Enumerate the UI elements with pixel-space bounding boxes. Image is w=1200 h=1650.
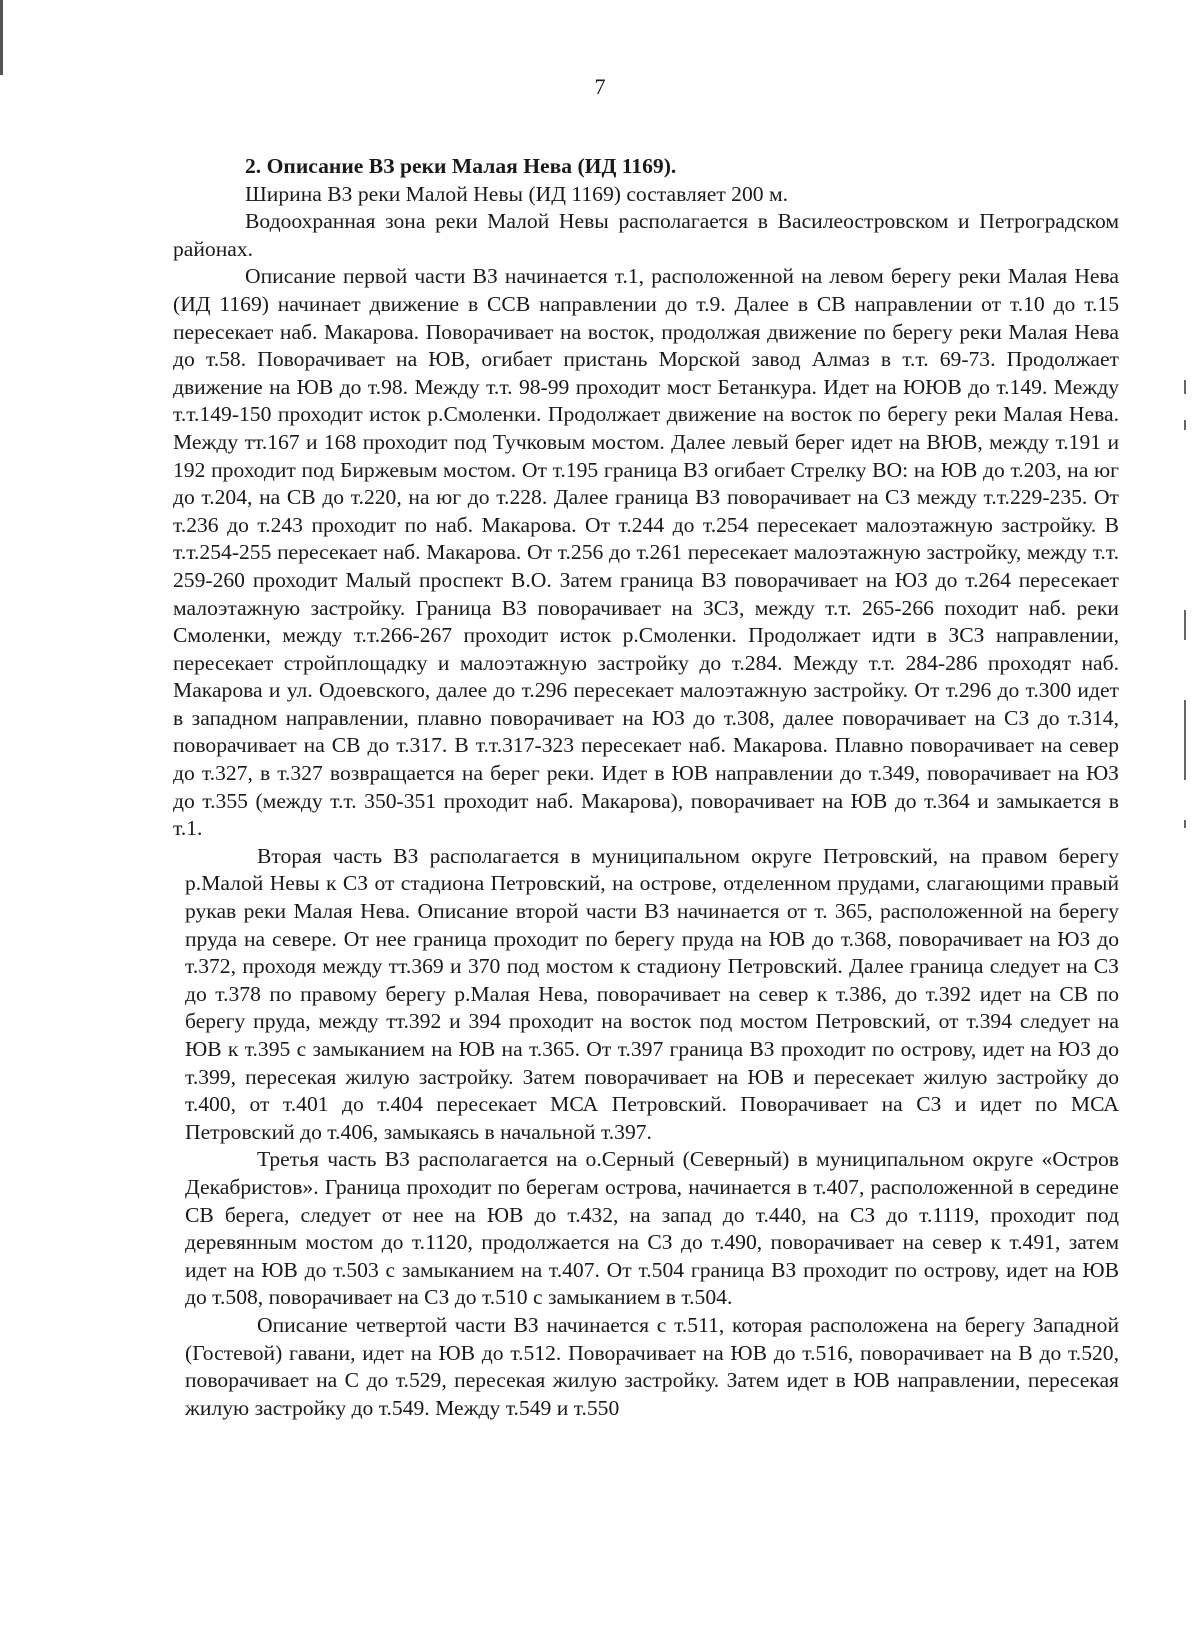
paragraph-part-one: Описание первой части ВЗ начинается т.1, расположенной на левом берегу реки Малая Нева (ИД 1169) начинает движение в ССВ направлении до т.9. Далее в СВ направлении от т.10 до т.15 пересекает наб. Макарова. Поворачивает на восток, продолжая движение по берегу реки Малая Нева до т.58. Поворачивает на ЮВ, огибает пристань Морской завод Алмаз в т.т. 69-73. Продолжает движение на ЮВ до т.98. Между т.т. 98-99 проходит мост Бетанкура. Идет на ЮЮВ до т.149. Между т.т.149-150 проходит исток р.Смоленки. Продолжает движение на восток по берегу реки Малая Нева. Между тт.167 и 168 проходит под Тучковым мостом. Далее левый берег идет на ВЮВ, между т.191 и 192 проходит под Биржевым мостом. От т.195 граница ВЗ огибает Стрелку ВО: на ЮВ до т.203, на юг до т.204, на СВ до т.220, на юг до т.228. Далее граница ВЗ поворачивает на СЗ между т.т.229-235. От т.236 до т.243 проходит по наб. Макарова. От т.244 до т.254 пересекает малоэтажную застройку. В т.т.254-255 пересекает наб. Макарова. От т.256 до т.261 пересекает малоэтажную застройку, между т.т. 259-260 проходит Малый проспект В.О. Затем граница ВЗ поворачивает на ЮЗ до т.264 пересекает малоэтажную застройку. Граница ВЗ поворачивает на ЗСЗ, между т.т. 265-266 походит наб. реки Смоленки, между т.т.266-267 проходит исток р.Смоленки. Продолжает идти в ЗСЗ направлении, пересекает стройплощадку и малоэтажную застройку до т.284. Между т.т. 284-286 проходят наб. Макарова и ул. Одоевского, далее до т.296 пересекает малоэтажную застройку. От т.296 до т.300 идет в западном направлении, плавно поворачивает на ЮЗ до т.308, далее поворачивает на СЗ до т.314, поворачивает на СВ до т.317. В т.т.317-323 пересекает наб. Макарова. Плавно поворачивает на север до т.327, в т.327 возвращается на берег реки. Идет в ЮВ направлении до т.349, поворачивает на ЮЗ до т.355 (между т.т. 350-351 проходит наб. Макарова), поворачивает на ЮВ до т.364 и замыкается в т.1. (173, 264, 1119, 841)
paragraph-part-two: Вторая часть ВЗ располагается в муниципальном округе Петровский, на правом берегу р.Малой Невы к СЗ от стадиона Петровский, на острове, отделенном прудами, слагающими правый рукав реки Малая Нева. Описание второй части ВЗ начинается от т. 365, расположенной на берегу пруда на севере. От нее граница проходит по берегу пруда на ЮВ до т.368, поворачивает на ЮЗ до т.372, проходя между тт.369 и 370 под мостом к стадиону Петровский. Далее граница следует на СЗ до т.378 по правому берегу р.Малая Нева, поворачивает на север к т.386, до т.392 идет на СВ по берегу пруда, между тт.392 и 394 проходит на восток под мостом Петровский, от т.394 следует на ЮВ к т.395 с замыканием на ЮВ на т.365. От т.397 граница ВЗ проходит по острову, идет на ЮЗ до т.399, пересекая жилую застройку. Затем поворачивает на ЮВ и пересекает жилую застройку до т.400, от т.401 до т.404 пересекает МСА Петровский. Поворачивает на СЗ и идет по МСА Петровский до т.406, замыкаясь в начальной т.397. (185, 843, 1119, 1144)
scan-edge-mark (0, 0, 3, 75)
section-heading: 2. Описание ВЗ реки Малая Нева (ИД 1169). (245, 154, 677, 178)
paragraph-part-three: Третья часть ВЗ располагается на о.Серный (Северный) в муниципальном округе «Остров Декабристов». Граница проходит по берегам острова, начинается в т.407, расположенной в середине СВ берега, следует от нее на ЮВ до т.432, на запад до т.440, на СЗ до т.1119, проходит под деревянным мостом до т.1120, продолжается на СЗ до т.490, поворачивает на север к т.491, затем идет на ЮВ до т.503 с замыканием на т.407. От т.504 граница ВЗ проходит по острову, идет на ЮВ до т.508, поворачивает на СЗ до т.510 с замыканием в т.504. (185, 1147, 1119, 1310)
paragraph-width: Ширина ВЗ реки Малой Невы (ИД 1169) составляет 200 м. (245, 181, 789, 206)
document-body (173, 153, 1119, 1422)
paragraph-part-four: Описание четвертой части ВЗ начинается с т.511, которая расположена на берегу Западной (Гостевой) гавани, идет на ЮВ до т.512. Поворачивает на ЮВ до т.516, поворачивает на В до т.520, поворачивает на С до т.529, пересекая жилую застройку. Затем идет в ЮВ направлении, пересекая жилую застройку до т.549. Между т.549 и т.550 (185, 1312, 1119, 1420)
paragraph-location: Водоохранная зона реки Малой Невы располагается в Василеостровском и Петроградском районах. (173, 209, 1119, 261)
page-number: 7 (594, 74, 606, 99)
